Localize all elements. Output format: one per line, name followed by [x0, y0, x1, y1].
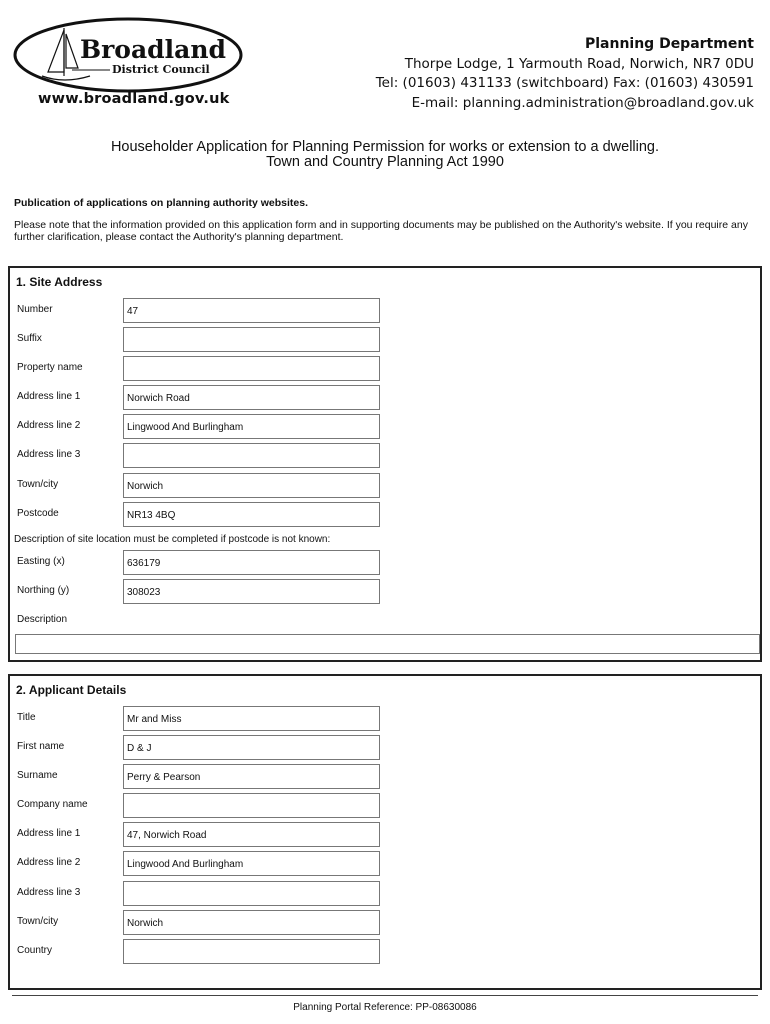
form-title: Householder Application for Planning Permission for works or extension to a dwelling. — [110, 139, 660, 155]
site-address-line1-label: Address line 1 — [17, 391, 81, 402]
applicant-country-field[interactable] — [123, 939, 380, 964]
site-suffix-label: Suffix — [17, 333, 42, 344]
site-address-title: 1. Site Address — [16, 275, 103, 289]
applicant-address-line3-label: Address line 3 — [17, 887, 81, 898]
dept-address: Thorpe Lodge, 1 Yarmouth Road, Norwich, NR7 0DU — [404, 55, 754, 72]
applicant-surname-label: Surname — [17, 770, 58, 781]
location-note: Description of site location must be completed if postcode is not known: — [14, 534, 331, 545]
site-postcode-label: Postcode — [17, 508, 59, 519]
applicant-details-section — [8, 674, 762, 990]
footer-divider — [12, 995, 758, 996]
site-number-label: Number — [17, 304, 53, 315]
site-address-line3-field[interactable] — [123, 443, 380, 468]
site-property-name-label: Property name — [17, 362, 83, 373]
dept-email: E-mail: planning.administration@broadland.gov.uk — [411, 94, 754, 111]
applicant-address-line1-label: Address line 1 — [17, 828, 81, 839]
applicant-first-name-field[interactable]: D & J — [123, 735, 380, 760]
easting-label: Easting (x) — [17, 556, 65, 567]
site-address-line2-label: Address line 2 — [17, 420, 81, 431]
dept-phone: Tel: (01603) 431133 (switchboard) Fax: (01603) 430591 — [375, 75, 754, 91]
description-label: Description — [17, 614, 68, 625]
site-number-field[interactable]: 47 — [123, 298, 380, 323]
broadland-logo — [12, 16, 244, 94]
northing-label: Northing (y) — [17, 585, 70, 596]
applicant-details-title: 2. Applicant Details — [16, 683, 127, 697]
site-town-label: Town/city — [17, 479, 59, 490]
dept-name: Planning Department — [584, 36, 754, 52]
portal-reference: Planning Portal Reference: PP-08630086 — [293, 1002, 477, 1013]
applicant-surname-field[interactable]: Perry & Pearson — [123, 764, 380, 789]
applicant-company-label: Company name — [17, 799, 88, 810]
site-address-line1-field[interactable]: Norwich Road — [123, 385, 380, 410]
applicant-address-line2-label: Address line 2 — [17, 857, 81, 868]
description-field[interactable] — [15, 634, 760, 654]
applicant-company-field[interactable] — [123, 793, 380, 818]
easting-field[interactable]: 636179 — [123, 550, 380, 575]
form-subtitle: Town and Country Planning Act 1990 — [266, 154, 504, 170]
applicant-address-line2-field[interactable]: Lingwood And Burlingham — [123, 851, 380, 876]
applicant-address-line1-field[interactable]: 47, Norwich Road — [123, 822, 380, 847]
applicant-town-field[interactable]: Norwich — [123, 910, 380, 935]
council-website[interactable]: www.broadland.gov.uk — [38, 91, 230, 107]
site-address-section — [8, 266, 762, 662]
applicant-town-label: Town/city — [17, 916, 59, 927]
site-suffix-field[interactable] — [123, 327, 380, 352]
applicant-title-label: Title — [17, 712, 36, 723]
applicant-first-name-label: First name — [17, 741, 65, 752]
northing-field[interactable]: 308023 — [123, 579, 380, 604]
site-postcode-field[interactable]: NR13 4BQ — [123, 502, 380, 527]
site-address-line2-field[interactable]: Lingwood And Burlingham — [123, 414, 380, 439]
applicant-address-line3-field[interactable] — [123, 881, 380, 906]
department-contact — [376, 35, 754, 113]
applicant-country-label: Country — [17, 945, 53, 956]
logo-council-sub: District Council — [112, 63, 210, 76]
publication-note: Please note that the information provided on this application form and in supporting documents may be published on the Authority's website. If you require any further clarification, please contact the Authority's planning department. — [14, 219, 748, 243]
logo-council-name: Broadland — [80, 35, 227, 64]
applicant-title-field[interactable]: Mr and Miss — [123, 706, 380, 731]
site-town-field[interactable]: Norwich — [123, 473, 380, 498]
site-address-line3-label: Address line 3 — [17, 449, 81, 460]
site-property-name-field[interactable] — [123, 356, 380, 381]
publication-heading: Publication of applications on planning authority websites. — [14, 197, 309, 209]
